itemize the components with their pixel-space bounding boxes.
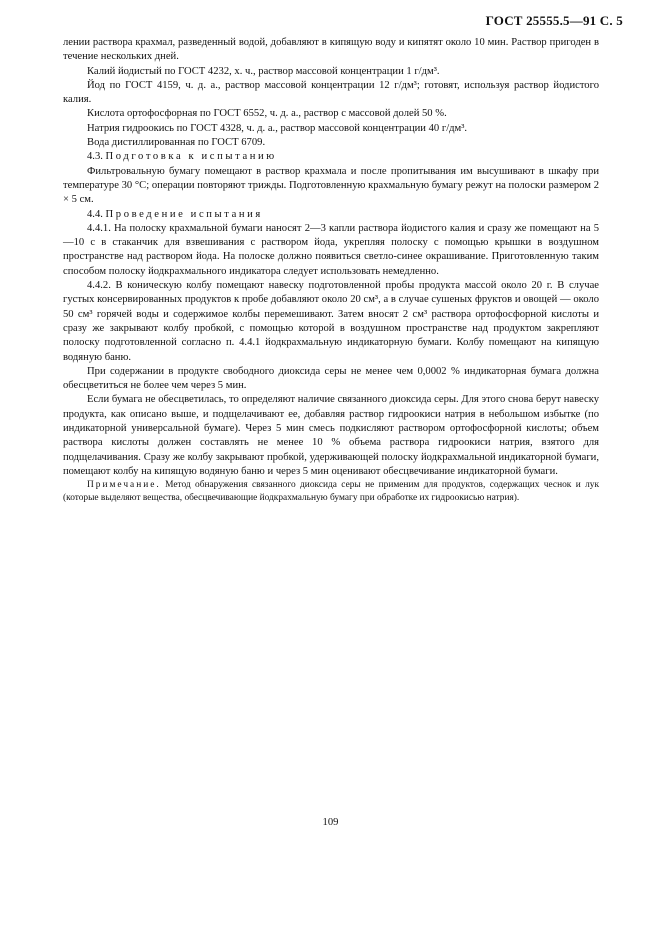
paragraph: Калий йодистый по ГОСТ 4232, х. ч., раствор массовой концентрации 1 г/дм³. (87, 65, 440, 77)
section-title: Подготовка к испытанию (105, 151, 277, 163)
paragraph: Если бумага не обесцветилась, то определяют наличие связанного диоксида серы. Для этого снова берут навеску продукта, как описано выше, и подщелачивают ее, добавляя раствор гидроокиси натрия в небольшом избытке (по индикаторной универсальной бумаге). Через 5 мин смесь подкисляют раствором ортофосфорной кислоты; объем раствора кислоты должен составлять не менее 10 % объема раствора гидроокиси натрия, взятого для подщелачивания. Сразу же колбу закрывают пробкой, удерживающей полоску йодкрахмальной индикаторной бумаги, помещают колбу на кипящую водяную баню и через 5 мин оценивают обесцвечивание индикаторной бумаги. (63, 394, 599, 477)
section-number: 4.3. (87, 151, 103, 163)
note (63, 479, 599, 504)
page-number: 109 (322, 817, 339, 828)
section-title: Проведение испытания (105, 208, 263, 220)
paragraph: Кислота ортофосфорная по ГОСТ 6552, ч. д. а., раствор с массовой долей 50 %. (87, 108, 447, 120)
paragraph: 4.4.2. В коническую колбу помещают навеску подготовленной пробы продукта массой около 20 г. В случае густых консервированных продуктов к пробе добавляют около 20 см³, а в случае сушеных фруктов и овощей — около 50 см³ горячей воды и содержимое колбы перемешивают. Затем вносят 2 см³ раствора ортофосфорной кислоты и сразу же закрывают колбу пробкой, с помощью которой в воздушном пространстве над продуктом закрепляют полоску подготовленной согласно п. 4.4.1 йодкрахмальную индикаторную бумаги. Колбу помещают на кипящую водяную баню. (63, 280, 599, 363)
paragraph: Натрия гидроокись по ГОСТ 4328, ч. д. а., раствор массовой концентрации 40 г/дм³. (87, 122, 468, 134)
note-heading: Примечание. (87, 480, 161, 491)
paragraph: Вода дистиллированная по ГОСТ 6709. (87, 137, 266, 149)
section-heading-4-4 (63, 208, 599, 222)
document-header: ГОСТ 25555.5—91 С. 5 (485, 13, 623, 28)
section-heading-4-3 (63, 150, 599, 164)
document-body (63, 36, 599, 504)
section-number: 4.4. (87, 208, 103, 220)
paragraph: Йод по ГОСТ 4159, ч. д. а., раствор массовой концентрации 12 г/дм³; готовят, используя раствор йодистого калия. (63, 79, 599, 106)
paragraph: лении раствора крахмал, разведенный водой, добавляют в кипящую воду и кипятят около 10 мин. Раствор пригоден в течение нескольких дней. (63, 37, 599, 63)
paragraph: 4.4.1. На полоску крахмальной бумаги наносят 2—3 капли раствора йодистого калия и сразу же помещают на 5—10 с в стаканчик для взвешивания с раствором йода, укрепляя полоску с помощью крышки в воздушном пространстве над раствором йода. На полоске должно появиться светло-синее окрашивание. Приготовленную таким способом полоску йодкрахмального индикатора следует использовать немедленно. (63, 222, 599, 277)
note-text: Метод обнаружения связанного диоксида серы не применим для продуктов, содержащих чеснок и лук (которые выделяют вещества, обесцвечивающие йодкрахмальную бумагу при обработке их гидроокисью натрия). (63, 480, 600, 503)
paragraph: Фильтровальную бумагу помещают в раствор крахмала и после пропитывания им высушивают в шкафу при температуре 30 °С; операции повторяют трижды. Подготовленную крахмальную бумагу режут на полоски размером 2 × 5 см. (63, 165, 599, 206)
paragraph: При содержании в продукте свободного диоксида серы не менее чем 0,0002 % индикаторная бумага должна обесцветиться не более чем через 5 мин. (63, 365, 599, 392)
